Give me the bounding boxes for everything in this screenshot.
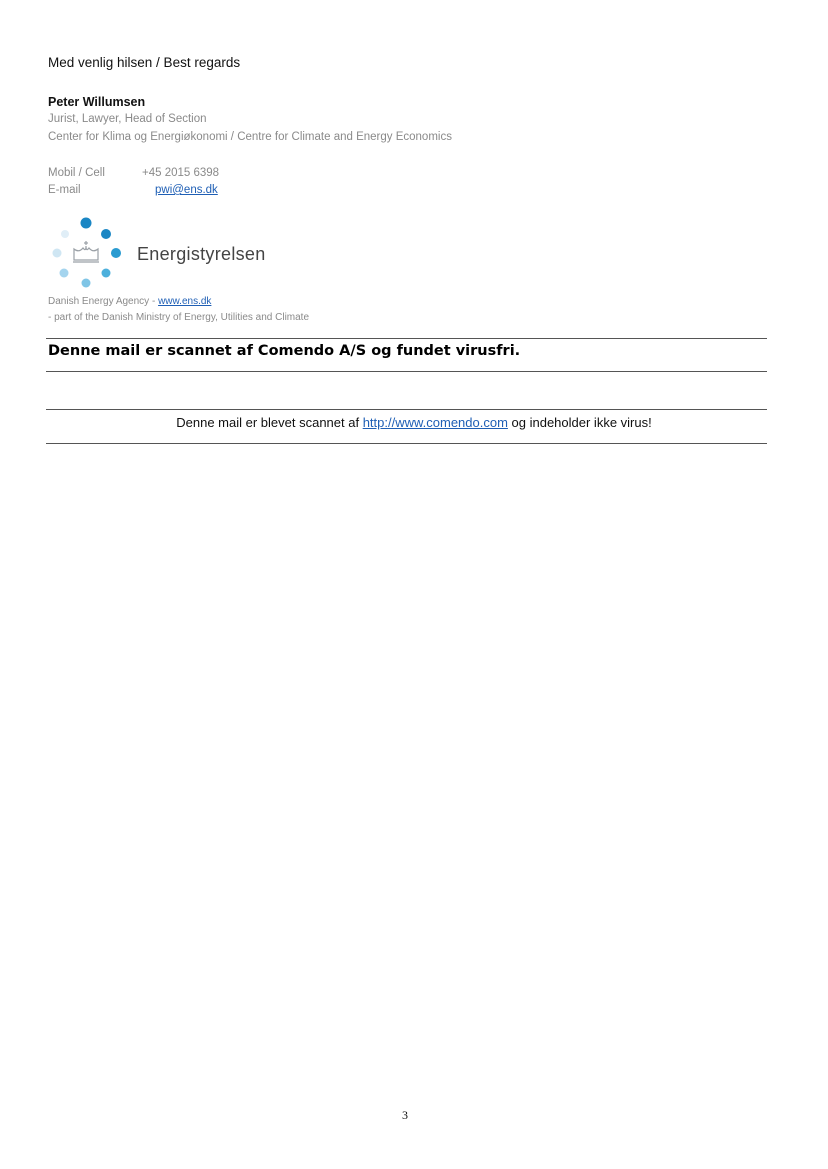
page-number: 3 bbox=[402, 1108, 408, 1122]
email-link[interactable]: pwi@ens.dk bbox=[155, 184, 218, 196]
divider bbox=[46, 409, 767, 410]
ministry-line: - part of the Danish Ministry of Energy, Utilities and Climate bbox=[48, 312, 310, 323]
crown-icon bbox=[73, 241, 99, 262]
agency-website-link[interactable]: www.ens.dk bbox=[158, 296, 212, 307]
logo-dot bbox=[111, 248, 121, 258]
logo-dot bbox=[53, 249, 62, 258]
divider bbox=[46, 338, 767, 339]
scan-notice-suffix: og indeholder ikke virus! bbox=[507, 415, 652, 430]
brand-name: Energistyrelsen bbox=[137, 244, 266, 264]
agency-prefix: Danish Energy Agency - bbox=[48, 296, 159, 307]
divider bbox=[46, 443, 767, 444]
greeting-text: Med venlig hilsen / Best regards bbox=[48, 55, 241, 70]
logo-dot bbox=[102, 269, 111, 278]
scan-notice-comendo: Denne mail er scannet af Comendo A/S og fundet virusfri. bbox=[48, 343, 521, 359]
mobile-label: Mobil / Cell bbox=[48, 167, 105, 179]
logo-dot bbox=[82, 279, 91, 288]
agency-line bbox=[48, 296, 211, 307]
logo-dot bbox=[101, 229, 111, 239]
mobile-value: +45 2015 6398 bbox=[142, 167, 220, 179]
sender-department: Center for Klima og Energiøkonomi / Centre for Climate and Energy Economics bbox=[48, 131, 452, 143]
logo-dot bbox=[60, 269, 69, 278]
comendo-link[interactable]: http://www.comendo.com bbox=[362, 415, 508, 430]
sender-title: Jurist, Lawyer, Head of Section bbox=[48, 113, 207, 125]
sender-name: Peter Willumsen bbox=[48, 95, 146, 109]
scan-notice-prefix: Denne mail er blevet scannet af bbox=[176, 415, 363, 430]
email-label: E-mail bbox=[48, 184, 81, 196]
scan-notice-virus bbox=[0, 415, 828, 430]
divider bbox=[46, 371, 767, 372]
logo-dot bbox=[61, 230, 69, 238]
logo-dot bbox=[81, 218, 92, 229]
